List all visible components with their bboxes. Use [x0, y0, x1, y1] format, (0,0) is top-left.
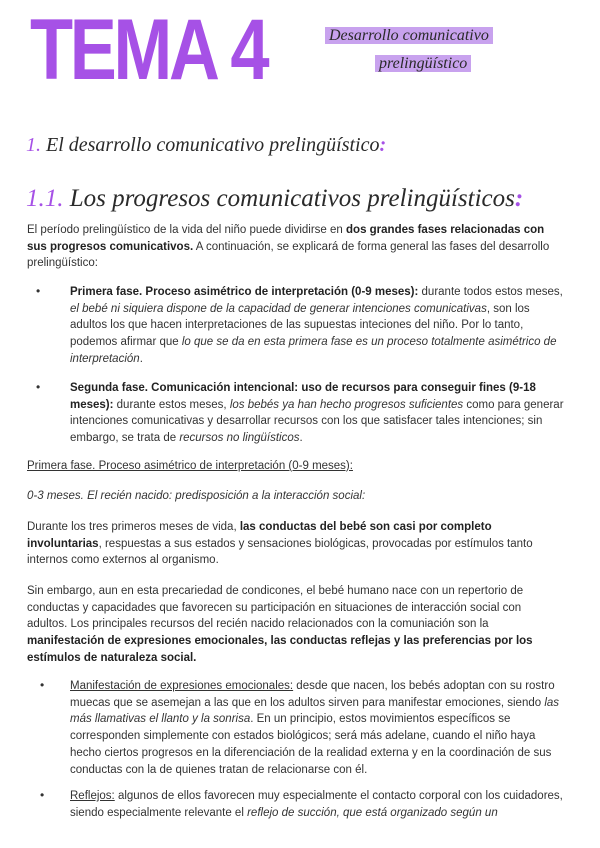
section-colon: :	[514, 185, 524, 212]
list-item	[70, 380, 564, 447]
text: durante estos meses,	[113, 398, 230, 411]
list-item	[70, 788, 566, 821]
bullet: •	[36, 380, 41, 394]
bold-text: Primera fase. Proceso asimétrico de interpretación (0-9 meses):	[70, 286, 419, 298]
section-title: El desarrollo comunicativo prelingüístico	[46, 134, 380, 156]
paragraph	[27, 583, 562, 667]
italic-text: las más llamativas el llanto y la sonrisa	[70, 696, 560, 726]
text: A continuación, se explicará de forma general las fases del desarrollo prelingüístico:	[27, 240, 550, 270]
page-title: TEMA 4	[30, 2, 267, 98]
underlined-text: Manifestación de expresiones emocionales:	[70, 680, 294, 692]
subtitle	[325, 26, 493, 46]
section-number: 1.	[26, 134, 41, 156]
text: , respuestas a sus estados y sensaciones biológicas, provocadas por estímulos tanto internos como externos al organismo.	[27, 537, 533, 567]
first-phase-heading: Primera fase. Proceso asimétrico de interpretación (0-9 meses):	[27, 460, 353, 472]
bold-text: las conductas del bebé son casi por completo involuntarias	[27, 521, 492, 550]
italic-text: reflejo de succión, que está organizado según un	[247, 806, 498, 819]
text: El período prelingüístico de la vida del niño puede dividirse en	[27, 224, 347, 236]
italic-text: recursos no lingüísticos	[179, 432, 300, 445]
text: , son los adultos los que hacen interpretaciones de las supuestas inteciones del niño. Por lo tanto, podemos afirmar que	[70, 302, 530, 349]
intro-paragraph	[27, 222, 562, 272]
section-heading-1-1	[26, 184, 523, 214]
section-heading-1	[26, 132, 386, 158]
text: Sin embargo, aun en esta precariedad de condicones, el bebé humano nace con un repertorio de conductas y capacidades que favorecen su participación en situaciones de interacción social con adultos. Los principales recursos del recién nacido relacionados con la comuniación son la	[27, 585, 524, 631]
paragraph	[27, 519, 562, 569]
bullet: •	[40, 678, 45, 692]
text: algunos de ellos favorecen muy especialmente el contacto corporal con los cuidadores, siendo especialmente relevante el	[70, 790, 563, 819]
bullet: •	[36, 284, 41, 298]
section-number: 1.1.	[26, 185, 64, 212]
text: . En un principio, estos movimientos específicos se corresponden simplemente con estados biológicos; será más adelane, cuando el niño haya hecho ciertos progresos en la diferenciación de la realidad externa y en la coordinación de sus conductas con la de quienes tratan de relacionarse con él.	[70, 713, 552, 776]
bold-text: Segunda fase. Comunicación intencional: uso de recursos para conseguir fines (9-18 meses):	[70, 382, 536, 411]
section-colon: :	[379, 134, 387, 156]
italic-text: lo que se da en esta primera fase es un proceso totalmente asimétrico de interpretación	[70, 336, 557, 365]
text: .	[299, 432, 303, 445]
bold-text: manifestación de expresiones emocionales, las conductas reflejas y las preferencias por los estímulos de naturaleza social.	[27, 635, 533, 664]
section-title: Los progresos comunicativos prelingüísticos	[69, 185, 515, 212]
subtitle-2	[375, 54, 471, 74]
italic-text: el bebé ni siquiera dispone de la capacidad de generar intenciones comunicativas	[70, 302, 487, 315]
subtitle-line-2: prelingüístico	[375, 55, 471, 72]
text: desde que nacen, los bebés adoptan con su rostro muecas que se asemejan a las que en los adultos sirven para manifestar emociones, siendo	[70, 680, 555, 709]
text: .	[139, 352, 143, 365]
first-phase-subheading: 0-3 meses. El recién nacido: predisposición a la interacción social:	[27, 490, 366, 502]
text: Durante los tres primeros meses de vida,	[27, 521, 240, 533]
subtitle-line-1: Desarrollo comunicativo	[325, 27, 493, 44]
list-item	[70, 678, 566, 778]
text: como para generar intenciones comunicativas y desarrollar recursos con los que satisfacer tales intenciones; sin embargo, se trata de	[70, 398, 564, 445]
list-item	[70, 284, 564, 368]
text: durante todos estos meses,	[418, 286, 563, 298]
bold-text: dos grandes fases relacionadas con sus progresos comunicativos.	[27, 224, 545, 253]
bullet: •	[40, 788, 45, 802]
underlined-text: Reflejos:	[70, 790, 115, 802]
italic-text: los bebés ya han hecho progresos suficientes	[229, 398, 464, 411]
